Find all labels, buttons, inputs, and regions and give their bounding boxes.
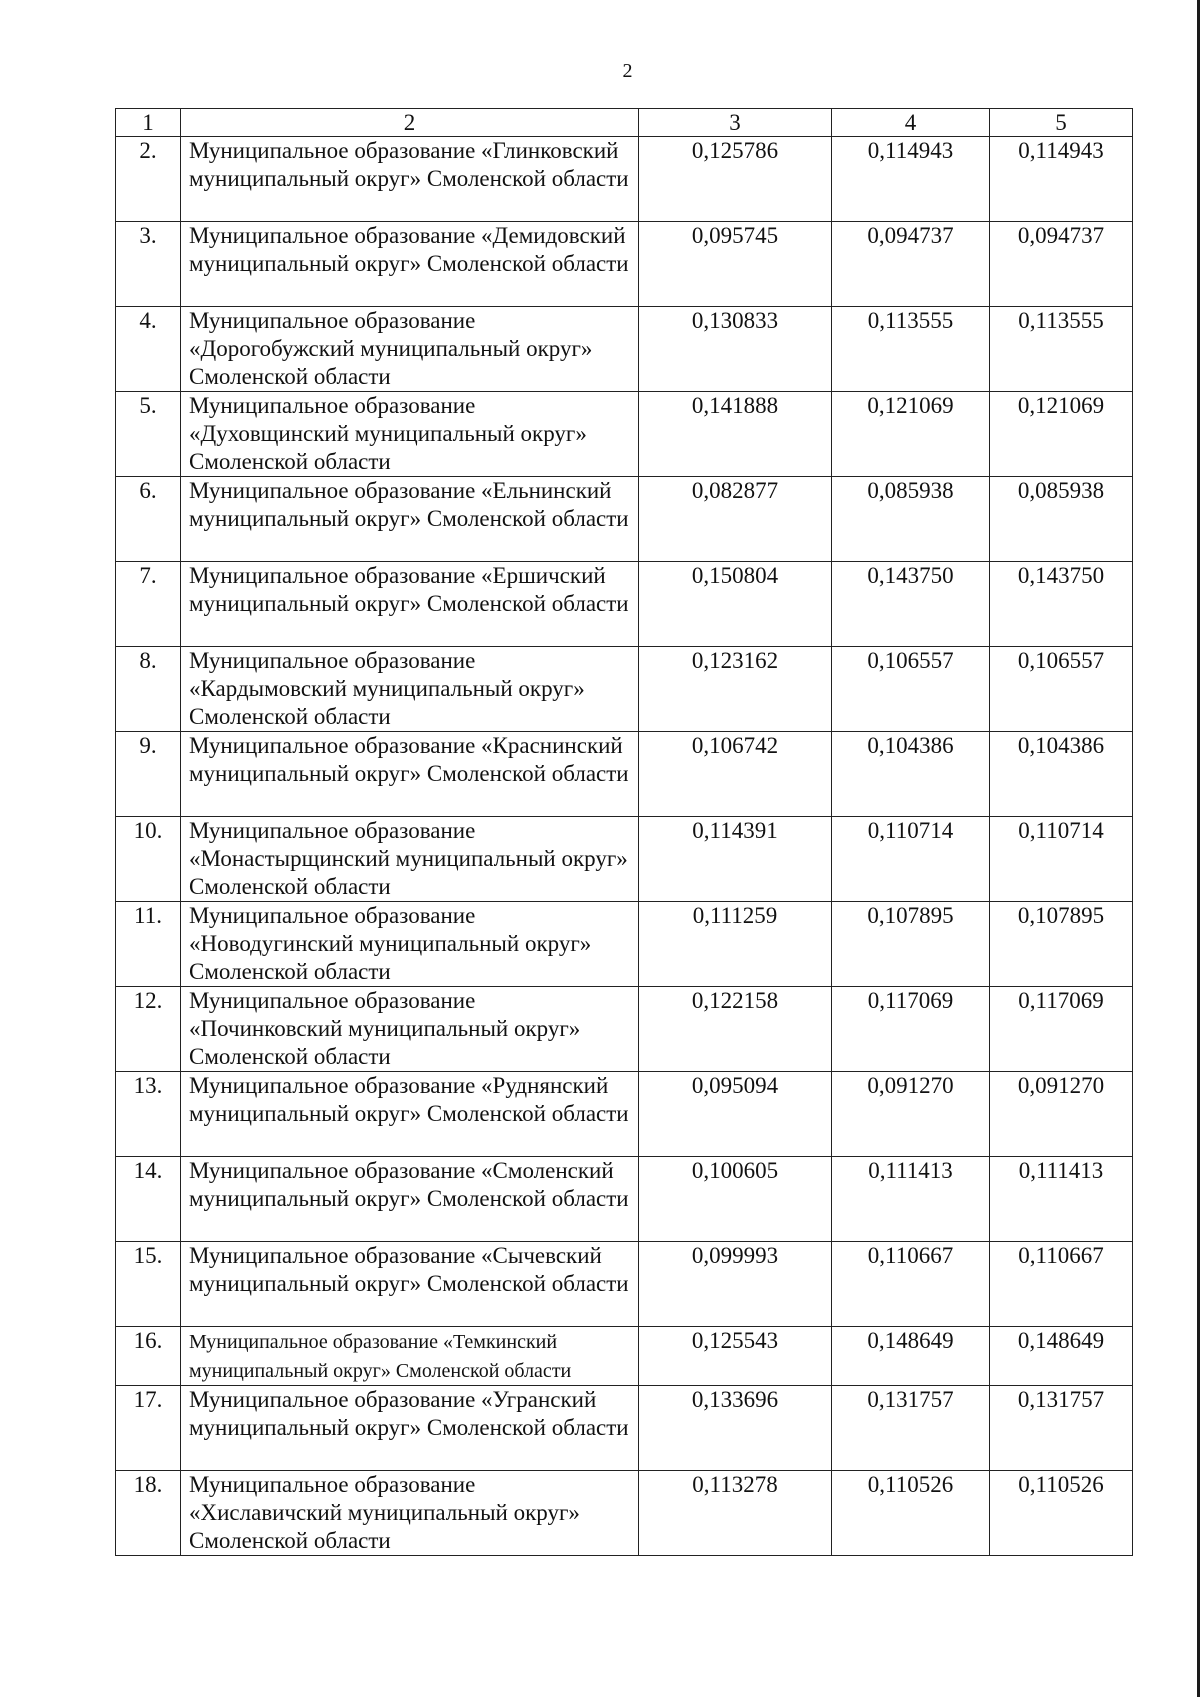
value-cell-col5-text: 0,110714 xyxy=(1018,818,1104,843)
municipality-name-cell xyxy=(181,392,639,477)
value-cell-col4 xyxy=(832,1157,990,1242)
value-cell-col4-text: 0,110526 xyxy=(867,1472,954,1497)
value-cell-col3-text: 0,095094 xyxy=(691,1073,779,1098)
value-cell-col3-text: 0,130833 xyxy=(691,308,779,333)
value-cell-col5 xyxy=(990,1386,1133,1471)
municipality-name-cell-text: Муниципальное образование «Темкинский муниципальный округ» Смоленской области xyxy=(189,1331,572,1382)
header-cell-4: 4 xyxy=(832,109,990,137)
value-cell-col3 xyxy=(639,137,832,222)
value-cell-col4 xyxy=(832,1072,990,1157)
header-cell-2: 2 xyxy=(181,109,639,137)
value-cell-col4-text: 0,107895 xyxy=(867,903,954,928)
row-number-cell-text: 18. xyxy=(133,1472,163,1497)
value-cell-col5-text: 0,117069 xyxy=(1018,988,1104,1013)
table-row xyxy=(116,987,1133,1072)
table-row xyxy=(116,1157,1133,1242)
value-cell-col4-text: 0,121069 xyxy=(867,393,954,418)
value-cell-col4 xyxy=(832,562,990,647)
table-row xyxy=(116,732,1133,817)
municipality-name-cell xyxy=(181,562,639,647)
value-cell-col3-text: 0,122158 xyxy=(691,988,779,1013)
value-cell-col3 xyxy=(639,1072,832,1157)
table-row xyxy=(116,1386,1133,1471)
value-cell-col4 xyxy=(832,1471,990,1556)
table-row xyxy=(116,137,1133,222)
row-number-cell-text: 17. xyxy=(133,1387,163,1412)
municipality-name-cell xyxy=(181,1327,639,1386)
row-number-cell xyxy=(116,1072,181,1157)
value-cell-col5-text: 0,091270 xyxy=(1017,1073,1105,1098)
value-cell-col4-text: 0,094737 xyxy=(867,223,954,248)
municipality-name-cell xyxy=(181,222,639,307)
value-cell-col5 xyxy=(990,987,1133,1072)
value-cell-col5-text: 0,110526 xyxy=(1018,1472,1104,1497)
row-number-cell-text: 5. xyxy=(139,393,157,418)
row-number-cell-text: 11. xyxy=(134,903,162,928)
municipality-name-cell-text: Муниципальное образование «Смоленский муниципальный округ» Смоленской области xyxy=(189,1158,629,1211)
row-number-cell xyxy=(116,562,181,647)
row-number-cell xyxy=(116,1386,181,1471)
value-cell-col5 xyxy=(990,562,1133,647)
row-number-cell xyxy=(116,307,181,392)
value-cell-col4 xyxy=(832,307,990,392)
row-number-cell xyxy=(116,902,181,987)
table-header-row xyxy=(116,109,1133,137)
value-cell-col3-text: 0,133696 xyxy=(691,1387,779,1412)
value-cell-col5 xyxy=(990,1242,1133,1327)
table-row xyxy=(116,222,1133,307)
row-number-cell xyxy=(116,137,181,222)
value-cell-col3 xyxy=(639,392,832,477)
value-cell-col4-text: 0,091270 xyxy=(867,1073,954,1098)
value-cell-col5-text: 0,131757 xyxy=(1017,1387,1105,1412)
municipality-name-cell xyxy=(181,1157,639,1242)
value-cell-col5 xyxy=(990,1471,1133,1556)
value-cell-col3 xyxy=(639,1157,832,1242)
row-number-cell-text: 3. xyxy=(139,223,157,248)
header-cell-1: 1 xyxy=(116,109,181,137)
value-cell-col4-text: 0,110714 xyxy=(867,818,954,843)
municipality-name-cell xyxy=(181,732,639,817)
value-cell-col3-text: 0,141888 xyxy=(691,393,779,418)
row-number-cell xyxy=(116,817,181,902)
municipality-name-cell-text: Муниципальное образование «Кардымовский муниципальный округ» Смоленской области xyxy=(189,648,585,729)
municipality-name-cell xyxy=(181,477,639,562)
value-cell-col3 xyxy=(639,307,832,392)
municipality-name-cell xyxy=(181,817,639,902)
value-cell-col4-text: 0,085938 xyxy=(867,478,954,503)
value-cell-col5-text: 0,106557 xyxy=(1017,648,1105,673)
value-cell-col5 xyxy=(990,647,1133,732)
row-number-cell xyxy=(116,392,181,477)
value-cell-col5-text: 0,104386 xyxy=(1017,733,1105,758)
value-cell-col4 xyxy=(832,1242,990,1327)
row-number-cell-text: 15. xyxy=(133,1243,163,1268)
table-row xyxy=(116,1327,1133,1386)
municipality-name-cell xyxy=(181,307,639,392)
municipality-name-cell-text: Муниципальное образование «Починковский муниципальный округ» Смоленской области xyxy=(189,988,581,1069)
value-cell-col5 xyxy=(990,307,1133,392)
municipality-name-cell xyxy=(181,1386,639,1471)
value-cell-col4 xyxy=(832,987,990,1072)
value-cell-col4-text: 0,110667 xyxy=(867,1243,954,1268)
value-cell-col3 xyxy=(639,732,832,817)
value-cell-col5 xyxy=(990,222,1133,307)
value-cell-col3-text: 0,111259 xyxy=(692,903,778,928)
row-number-cell xyxy=(116,1327,181,1386)
value-cell-col5 xyxy=(990,1157,1133,1242)
value-cell-col3-text: 0,150804 xyxy=(691,563,779,588)
value-cell-col5 xyxy=(990,1072,1133,1157)
row-number-cell-text: 12. xyxy=(133,988,163,1013)
allocation-table xyxy=(115,108,1133,1556)
value-cell-col5-text: 0,148649 xyxy=(1017,1328,1105,1353)
value-cell-col3-text: 0,106742 xyxy=(691,733,779,758)
row-number-cell-text: 4. xyxy=(139,308,157,333)
value-cell-col3-text: 0,095745 xyxy=(691,223,779,248)
value-cell-col4 xyxy=(832,647,990,732)
municipality-name-cell-text: Муниципальное образование «Монастырщинский муниципальный округ» Смоленской области xyxy=(189,818,628,899)
row-number-cell xyxy=(116,732,181,817)
table-row xyxy=(116,392,1133,477)
value-cell-col3-text: 0,082877 xyxy=(691,478,779,503)
value-cell-col3 xyxy=(639,1386,832,1471)
value-cell-col5-text: 0,111413 xyxy=(1018,1158,1104,1183)
row-number-cell-text: 6. xyxy=(139,478,157,503)
value-cell-col4-text: 0,114943 xyxy=(867,138,954,163)
table-row xyxy=(116,817,1133,902)
value-cell-col4-text: 0,131757 xyxy=(867,1387,954,1412)
value-cell-col4-text: 0,143750 xyxy=(867,563,954,588)
value-cell-col5-text: 0,107895 xyxy=(1017,903,1105,928)
value-cell-col3 xyxy=(639,1327,832,1386)
value-cell-col4 xyxy=(832,902,990,987)
value-cell-col4 xyxy=(832,1327,990,1386)
value-cell-col5 xyxy=(990,817,1133,902)
municipality-name-cell-text: Муниципальное образование «Духовщинский муниципальный округ» Смоленской области xyxy=(189,393,587,474)
value-cell-col4 xyxy=(832,1386,990,1471)
row-number-cell-text: 14. xyxy=(133,1158,163,1183)
table-row xyxy=(116,562,1133,647)
row-number-cell-text: 7. xyxy=(139,563,157,588)
value-cell-col5-text: 0,143750 xyxy=(1017,563,1105,588)
row-number-cell-text: 10. xyxy=(133,818,163,843)
value-cell-col5 xyxy=(990,1327,1133,1386)
table-row xyxy=(116,477,1133,562)
municipality-name-cell-text: Муниципальное образование «Угранский муниципальный округ» Смоленской области xyxy=(189,1387,629,1440)
page-number: 2 xyxy=(622,60,633,82)
row-number-cell-text: 9. xyxy=(139,733,157,758)
value-cell-col4 xyxy=(832,732,990,817)
value-cell-col5 xyxy=(990,477,1133,562)
value-cell-col3-text: 0,125786 xyxy=(691,138,779,163)
municipality-name-cell xyxy=(181,987,639,1072)
value-cell-col4-text: 0,106557 xyxy=(867,648,954,673)
municipality-name-cell-text: Муниципальное образование «Ельнинский муниципальный округ» Смоленской области xyxy=(189,478,629,531)
municipality-name-cell-text: Муниципальное образование «Глинковский муниципальный округ» Смоленской области xyxy=(189,138,629,191)
value-cell-col4 xyxy=(832,817,990,902)
value-cell-col4-text: 0,117069 xyxy=(867,988,954,1013)
value-cell-col3 xyxy=(639,902,832,987)
value-cell-col5-text: 0,114943 xyxy=(1018,138,1104,163)
row-number-cell xyxy=(116,987,181,1072)
value-cell-col5 xyxy=(990,137,1133,222)
row-number-cell-text: 13. xyxy=(133,1073,163,1098)
municipality-name-cell xyxy=(181,1471,639,1556)
row-number-cell-text: 16. xyxy=(133,1328,163,1353)
value-cell-col5 xyxy=(990,392,1133,477)
row-number-cell xyxy=(116,1471,181,1556)
value-cell-col5-text: 0,121069 xyxy=(1017,393,1105,418)
value-cell-col3 xyxy=(639,647,832,732)
value-cell-col3-text: 0,114391 xyxy=(692,818,778,843)
municipality-name-cell-text: Муниципальное образование «Новодугинский муниципальный округ» Смоленской области xyxy=(189,903,592,984)
municipality-name-cell-text: Муниципальное образование «Краснинский муниципальный округ» Смоленской области xyxy=(189,733,629,786)
municipality-name-cell-text: Муниципальное образование «Ершичский муниципальный округ» Смоленской области xyxy=(189,563,629,616)
value-cell-col5-text: 0,110667 xyxy=(1018,1243,1104,1268)
value-cell-col4 xyxy=(832,222,990,307)
value-cell-col3-text: 0,100605 xyxy=(691,1158,779,1183)
value-cell-col4 xyxy=(832,392,990,477)
municipality-name-cell-text: Муниципальное образование «Руднянский муниципальный округ» Смоленской области xyxy=(189,1073,629,1126)
municipality-name-cell-text: Муниципальное образование «Сычевский муниципальный округ» Смоленской области xyxy=(189,1243,629,1296)
value-cell-col5-text: 0,094737 xyxy=(1017,223,1105,248)
value-cell-col3 xyxy=(639,477,832,562)
municipality-name-cell-text: Муниципальное образование «Дорогобужский муниципальный округ» Смоленской области xyxy=(189,308,593,389)
row-number-cell xyxy=(116,647,181,732)
value-cell-col4-text: 0,113555 xyxy=(867,308,954,333)
value-cell-col5 xyxy=(990,732,1133,817)
value-cell-col4 xyxy=(832,137,990,222)
table-row xyxy=(116,1072,1133,1157)
value-cell-col3-text: 0,123162 xyxy=(691,648,779,673)
value-cell-col3 xyxy=(639,1242,832,1327)
value-cell-col5-text: 0,085938 xyxy=(1017,478,1105,503)
row-number-cell xyxy=(116,222,181,307)
value-cell-col3 xyxy=(639,222,832,307)
value-cell-col5 xyxy=(990,902,1133,987)
value-cell-col3-text: 0,113278 xyxy=(692,1472,778,1497)
value-cell-col4-text: 0,111413 xyxy=(868,1158,953,1183)
value-cell-col4-text: 0,104386 xyxy=(867,733,954,758)
table-row xyxy=(116,647,1133,732)
row-number-cell-text: 8. xyxy=(139,648,157,673)
value-cell-col3-text: 0,125543 xyxy=(691,1328,779,1353)
row-number-cell xyxy=(116,1242,181,1327)
table-row xyxy=(116,902,1133,987)
table-row xyxy=(116,1471,1133,1556)
value-cell-col3 xyxy=(639,562,832,647)
municipality-name-cell xyxy=(181,137,639,222)
row-number-cell xyxy=(116,1157,181,1242)
value-cell-col3 xyxy=(639,817,832,902)
municipality-name-cell-text: Муниципальное образование «Демидовский муниципальный округ» Смоленской области xyxy=(189,223,629,276)
row-number-cell xyxy=(116,477,181,562)
municipality-name-cell xyxy=(181,1072,639,1157)
municipality-name-cell xyxy=(181,1242,639,1327)
value-cell-col3 xyxy=(639,1471,832,1556)
municipality-name-cell xyxy=(181,647,639,732)
table-row xyxy=(116,1242,1133,1327)
value-cell-col3-text: 0,099993 xyxy=(691,1243,779,1268)
value-cell-col4-text: 0,148649 xyxy=(867,1328,954,1353)
value-cell-col3 xyxy=(639,987,832,1072)
row-number-cell-text: 2. xyxy=(139,138,157,163)
value-cell-col5-text: 0,113555 xyxy=(1018,308,1104,333)
value-cell-col4 xyxy=(832,477,990,562)
municipality-name-cell xyxy=(181,902,639,987)
municipality-name-cell-text: Муниципальное образование «Хиславичский муниципальный округ» Смоленской области xyxy=(189,1472,580,1553)
table-row xyxy=(116,307,1133,392)
header-cell-3: 3 xyxy=(639,109,832,137)
header-cell-5: 5 xyxy=(990,109,1133,137)
